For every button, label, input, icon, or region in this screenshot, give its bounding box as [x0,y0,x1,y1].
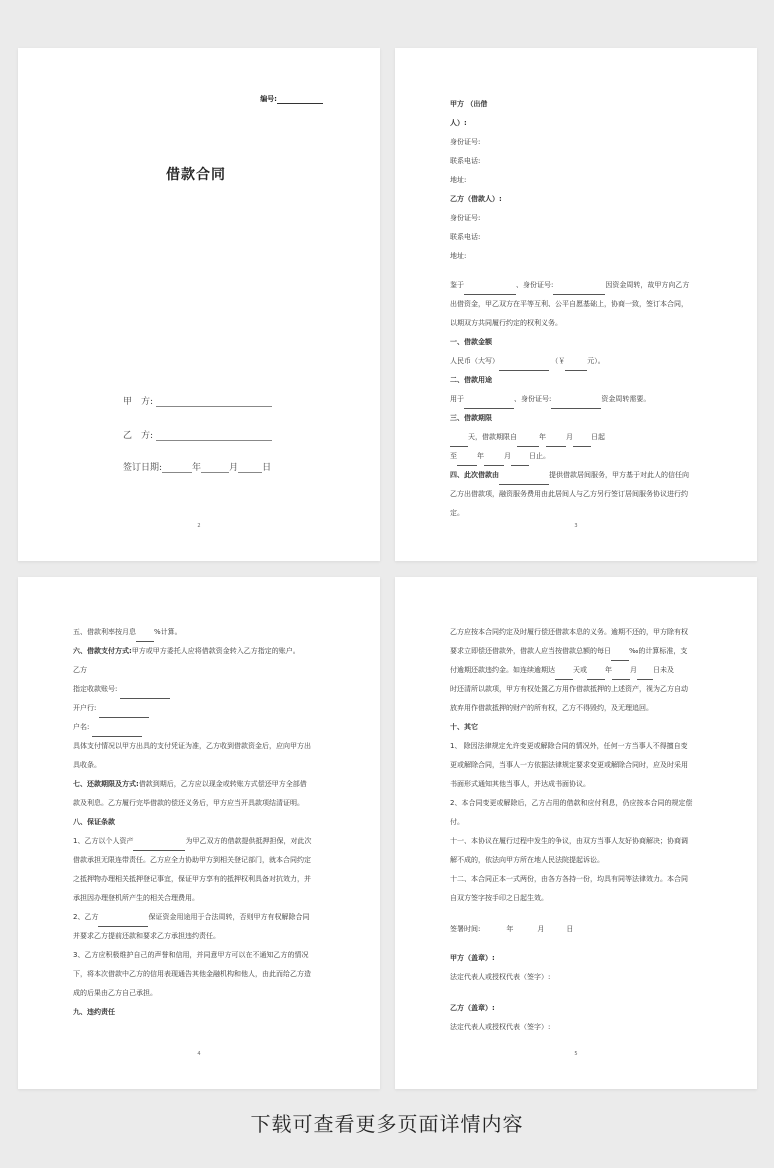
preamble-line: 鉴于 、身份证号: 因资金周转，故甲方向乙方 [450,276,702,295]
party-b-phone: 联系电话: [450,233,481,241]
party-b-address: 地址: [450,252,467,260]
guarantee-line: 成的后果由乙方自己承担。 [73,989,157,997]
party-b-id: 身份证号: [450,214,481,222]
party-a-rep: 法定代表人或授权代表（签字）: [450,973,551,981]
default-line: 付逾期还款违约金。如连续逾期达 天或 年 月 日未及 [450,661,702,680]
party-a-address: 地址: [450,176,467,184]
party-a-heading: 甲方 （出借 [450,100,488,108]
guarantee-line: 下，将本次借款中乙方的信用表现通告其他金融机构和他人，由此而给乙方造 [73,970,311,978]
other-line: 付。 [450,818,464,826]
clause-twelve-line: 十二、本合同正本一式两份，由各方各持一份，均具有同等法律效力。本合同 [450,875,688,883]
preamble-line: 以期双方共同履行约定的权利义务。 [450,319,562,327]
default-line: 要求立即偿还借款外，借款人应当按借款总额的每日 ‰的计算标准，支 [450,642,702,661]
clause-eleven-line: 解不成的，依法向甲方所在地人民法院提起诉讼。 [450,856,604,864]
bank-line: 开户行: [73,699,325,718]
page-body [450,623,702,1037]
page-number: 4 [197,1051,201,1057]
party-a-id: 身份证号: [450,138,481,146]
section-heading: 一、借款金额 [450,338,492,346]
party-a-phone: 联系电话: [450,157,481,165]
party-b-seal: 乙方（盖章）: [450,1004,495,1012]
contract-title: 借款合同 [166,167,226,183]
page-body [73,623,325,1022]
loan-term-line: 天，借款期限自 年 月 日起 [450,428,702,447]
document-page-2 [395,48,757,561]
other-line: 1、 除因法律规定允许变更或解除合同的情况外，任何一方当事人不得擅自变 [450,742,688,750]
page-number: 3 [574,523,578,529]
payment-detail-line: 具收条。 [73,761,101,769]
guarantee-line: 并要求乙方提前还款和要求乙方承担违约责任。 [73,932,220,940]
party-a-seal: 甲方（盖章）: [450,954,495,962]
other-line: 更或解除合同，当事人一方依据法律规定要求变更或解除合同时，应及时采用 [450,761,688,769]
default-line: 放弃用作借款抵押的财产的所有权，乙方不得毁约，及无理追回。 [450,704,653,712]
sign-date-line: 签订日期: 年 月 日 [123,463,272,473]
loan-purpose-line: 用于 、身份证号: 资金周转需要。 [450,390,702,409]
clause-twelve-line: 自双方签字按手印之日起生效。 [450,894,548,902]
guarantee-line: 承担因办理登机所产生的相关合理费用。 [73,894,199,902]
section-four-line: 四、此次借款由 提供借款居间服务，甲方基于对此人的信任向 [450,466,702,485]
guarantee-line: 借款承担无限连带责任。乙方应全力协助甲方到相关登记部门，就本合同约定 [73,856,311,864]
payment-detail-line: 具体支付情况以甲方出具的支付凭证为准，乙方收到借款资金后，应向甲方出 [73,742,311,750]
document-page-4 [395,577,757,1089]
clause-eleven-line: 十一、本协议在履行过程中发生的争议，由双方当事人友好协商解决；协商调 [450,837,688,845]
section-heading: 九、违约责任 [73,1008,115,1016]
section-heading: 二、借款用途 [450,376,492,384]
party-b-rep: 法定代表人或授权代表（签字）: [450,1023,551,1031]
party-b-line: 乙 方: [123,428,272,441]
loan-amount-line: 人民币（大写） （￥ 元）。 [450,352,702,371]
guarantee-line: 3、乙方应积极维护自己的声誉和信用，并同意甲方可以在不通知乙方的情况 [73,951,309,959]
section-heading: 三、借款期限 [450,414,492,422]
account-line: 指定收款账号: [73,680,325,699]
party-b-heading: 乙方（借款人）: [450,195,502,203]
download-more-caption: 下载可查看更多页面详情内容 [250,1112,524,1136]
account-name-line: 户名: [73,718,325,737]
document-page-cover [18,48,380,561]
party-a-heading-cont: 人）: [450,119,467,127]
sign-time-line: 签署时间: 年 月 日 [450,925,574,933]
other-line: 2、本合同变更或解除后，乙方占用的借款和应付利息，仍应按本合同的规定偿 [450,799,693,807]
section-heading: 八、保证条款 [73,818,115,826]
loan-term-line: 至 年 月 日止。 [450,447,702,466]
page-number: 2 [197,523,201,529]
default-line: 时还清所以款项，甲方有权处置乙方用作借款抵押的上述资产，视为乙方自动 [450,685,688,693]
payment-method-line: 六、借款支付方式:甲方或甲方委托人应将借款资金转入乙方指定的账户。 [73,647,300,655]
party-a-line: 甲 方: [123,394,272,407]
guarantee-line: 1、乙方以个人资产 为甲乙双方的借款提供抵押担保，对此次 [73,832,325,851]
other-line: 书面形式通知其他当事人，并达成书面协议。 [450,780,590,788]
contract-number: 编号: [260,94,323,104]
repayment-line: 款及利息。乙方履行完毕借款的偿还义务后，甲方应当开具款项结清证明。 [73,799,304,807]
section-four-line: 定。 [450,509,464,517]
section-four-line: 乙方出借款项，融资服务费用由此居间人与乙方另行签订居间服务协议进行约 [450,490,688,498]
page-body [450,95,702,523]
default-line: 乙方应按本合同约定及时履行偿还借款本息的义务。逾期不还的，甲方除有权 [450,628,688,636]
party-b-label: 乙方 [73,666,87,674]
document-page-3 [18,577,380,1089]
page-number: 5 [574,1051,578,1057]
section-heading: 十、其它 [450,723,478,731]
guarantee-line: 之抵押物办理相关抵押登记事宜，保证甲方享有的抵押权利具备对抗效力，并 [73,875,311,883]
repayment-line: 七、还款期限及方式:借款到期后，乙方应以现金或转账方式偿还甲方全部借 [73,780,307,788]
interest-line: 五、借款利率按月息 %计算。 [73,623,325,642]
preamble-line: 出借资金，甲乙双方在平等互利、公平自愿基础上，协商一致，签订本合同， [450,300,688,308]
guarantee-line: 2、乙方 保证资金用途用于合法周转，否则甲方有权解除合同 [73,908,325,927]
